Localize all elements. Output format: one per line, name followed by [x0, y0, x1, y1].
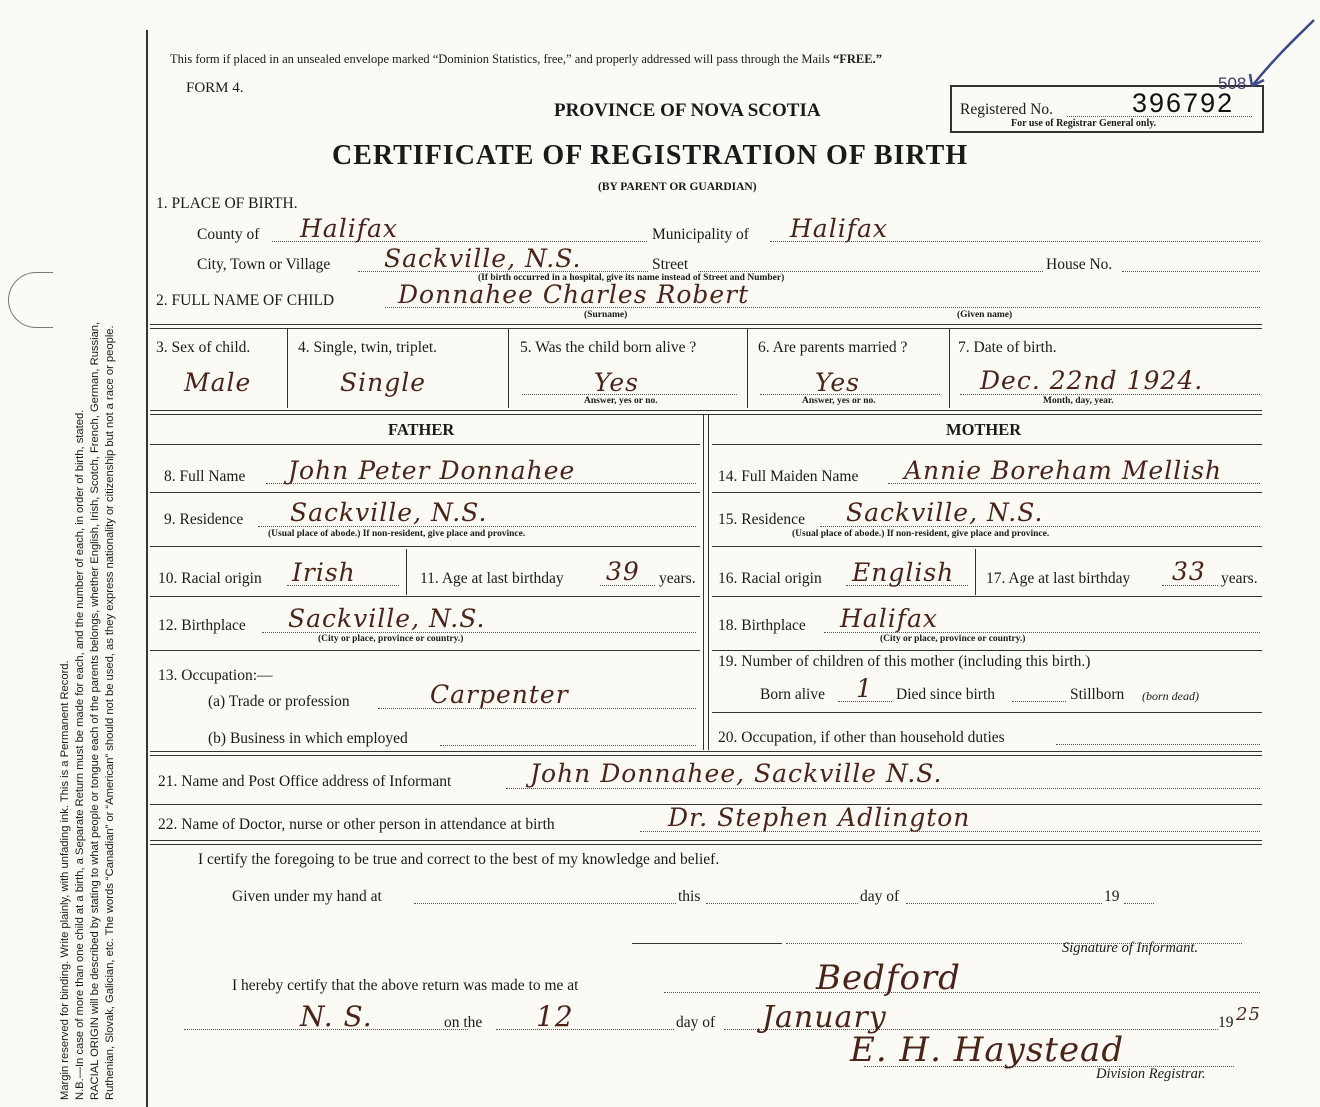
- father-residence-value: Sackville, N.S.: [290, 498, 488, 527]
- father-age-label: 11. Age at last birthday: [420, 570, 564, 587]
- parents-married-label: 6. Are parents married ?: [758, 339, 908, 356]
- mother-age-label: 17. Age at last birthday: [986, 570, 1131, 587]
- mother-name-label: 14. Full Maiden Name: [718, 468, 859, 485]
- punch-hole: [8, 272, 53, 328]
- binding-margin-instructions: [58, 40, 148, 1100]
- mother-birthplace-label: 18. Birthplace: [718, 617, 806, 634]
- mother-name-value: Annie Boreham Mellish: [904, 456, 1223, 485]
- doctor-value: Dr. Stephen Adlington: [668, 803, 971, 832]
- mother-birthplace-caption: (City or place, province or country.): [880, 634, 1026, 644]
- registration-day: 12: [536, 1000, 574, 1033]
- doctor-label: 22. Name of Doctor, nurse or other person in attendance at birth: [158, 816, 555, 833]
- parents-married-caption: Answer, yes or no.: [802, 396, 876, 406]
- city-value: Sackville, N.S.: [384, 244, 582, 273]
- informant-value: John Donnahee, Sackville N.S.: [530, 759, 943, 788]
- mother-residence-caption: (Usual place of abode.) If non-resident, give place and province.: [792, 529, 1050, 539]
- mail-note-text: This form if placed in an unsealed envelope marked “Dominion Statistics, free,” and properly addressed will pass through the Mails: [170, 52, 834, 66]
- mother-racial-value: English: [852, 558, 955, 587]
- year-prefix-2: 19: [1218, 1014, 1234, 1031]
- parents-married-value: Yes: [815, 368, 860, 397]
- date-of-birth-value: Dec. 22nd 1924.: [980, 366, 1204, 395]
- hospital-note: (If birth occurred in a hospital, give its name instead of Street and Number): [478, 273, 785, 283]
- instruction-line: RACIAL ORIGIN will be described by stating to what people or tongue each of the parents belongs, whether English, Irish, Scotch, French, German, Russian,: [89, 321, 101, 1100]
- registrar-signature: E. H. Haystead: [850, 1030, 1125, 1070]
- informant-signature-caption: Signature of Informant.: [1062, 940, 1199, 956]
- check-mark-icon: [1228, 14, 1318, 94]
- registered-annotation: 508: [1218, 74, 1247, 93]
- mother-residence-value: Sackville, N.S.: [846, 498, 1044, 527]
- born-alive-label: 5. Was the child born alive ?: [520, 339, 697, 356]
- father-name-label: 8. Full Name: [164, 468, 246, 485]
- city-label: City, Town or Village: [197, 256, 331, 273]
- father-birthplace-caption: (City or place, province or country.): [318, 634, 464, 644]
- day-of-label-2: day of: [676, 1014, 716, 1031]
- registration-month: January: [762, 1000, 887, 1035]
- trade-label: (a) Trade or profession: [208, 693, 350, 710]
- registration-province: N. S.: [300, 1000, 373, 1033]
- place-of-birth-heading: 1. PLACE OF BIRTH.: [156, 195, 298, 212]
- street-label: Street: [652, 256, 689, 273]
- child-name-value: Donnahee Charles Robert: [398, 280, 750, 309]
- instruction-line: Ruthenian, Slovak, Galician, etc. The words “Canadian” or “American” should not be used, as they express nationality or citizenship but not a race or people.: [104, 325, 116, 1100]
- document-subtitle: (BY PARENT OR GUARDIAN): [598, 181, 757, 193]
- registrar-statement: I hereby certify that the above return was made to me at: [232, 977, 579, 994]
- registration-place: Bedford: [816, 958, 961, 998]
- died-since-birth-label: Died since birth: [896, 686, 996, 703]
- occupation-label: 13. Occupation:—: [158, 667, 273, 684]
- multiple-birth-label: 4. Single, twin, triplet.: [298, 339, 438, 356]
- father-age-value: 39: [606, 557, 640, 586]
- father-birthplace-value: Sackville, N.S.: [288, 604, 486, 633]
- form-number: FORM 4.: [186, 80, 244, 96]
- county-value: Halifax: [300, 214, 398, 243]
- mother-heading: MOTHER: [946, 420, 1022, 439]
- mother-racial-label: 16. Racial origin: [718, 570, 822, 587]
- province-heading: PROVINCE OF NOVA SCOTIA: [554, 100, 821, 121]
- given-under-hand-label: Given under my hand at: [232, 888, 382, 905]
- on-the-label: on the: [444, 1014, 483, 1031]
- registration-year: 25: [1236, 1004, 1261, 1025]
- informant-label: 21. Name and Post Office address of Informant: [158, 773, 452, 790]
- surname-caption: (Surname): [584, 310, 628, 320]
- father-years-label: years.: [659, 570, 696, 587]
- father-name-value: John Peter Donnahee: [288, 456, 576, 485]
- children-count-label: 19. Number of children of this mother (including this birth.): [718, 653, 1091, 670]
- mother-birthplace-value: Halifax: [840, 604, 938, 633]
- this-label: this: [678, 888, 701, 905]
- given-name-caption: (Given name): [957, 310, 1013, 320]
- born-alive-count-label: Born alive: [760, 686, 825, 703]
- municipality-label: Municipality of: [652, 226, 749, 243]
- sex-label: 3. Sex of child.: [156, 339, 251, 356]
- mother-years-label: years.: [1221, 570, 1258, 587]
- year-prefix: 19: [1104, 888, 1120, 905]
- father-birthplace-label: 12. Birthplace: [158, 617, 246, 634]
- document-title: CERTIFICATE OF REGISTRATION OF BIRTH: [332, 140, 969, 171]
- born-alive-value: Yes: [594, 368, 639, 397]
- multiple-birth-value: Single: [340, 368, 427, 397]
- instruction-line: N.B.—In case of more than one child at a birth, a Separate Return must be made for each, and the number of each, in order of birth, stated.: [74, 409, 86, 1100]
- house-number-label: House No.: [1046, 256, 1113, 273]
- registered-label: Registered No.: [960, 101, 1053, 118]
- mail-note: [170, 52, 882, 67]
- mother-residence-label: 15. Residence: [718, 511, 805, 528]
- division-registrar-caption: Division Registrar.: [1096, 1066, 1206, 1082]
- father-racial-value: Irish: [292, 558, 356, 587]
- trade-value: Carpenter: [430, 680, 569, 709]
- father-residence-label: 9. Residence: [164, 511, 244, 528]
- mother-occupation-label: 20. Occupation, if other than household duties: [718, 729, 1005, 746]
- day-of-label: day of: [860, 888, 900, 905]
- registrar-use-note: For use of Registrar General only.: [1011, 118, 1157, 129]
- mother-age-value: 33: [1172, 557, 1206, 586]
- date-of-birth-caption: Month, day, year.: [1043, 396, 1114, 406]
- municipality-value: Halifax: [790, 214, 888, 243]
- father-heading: FATHER: [388, 420, 455, 439]
- date-of-birth-label: 7. Date of birth.: [958, 339, 1057, 356]
- registered-number: 396792: [1132, 88, 1235, 118]
- born-alive-count-value: 1: [856, 674, 873, 703]
- sex-value: Male: [184, 368, 252, 397]
- instruction-line: Margin reserved for binding. Write plainly, with unfading ink. This is a Permanent Record.: [59, 660, 71, 1100]
- father-residence-caption: (Usual place of abode.) If non-resident, give place and province.: [268, 529, 526, 539]
- father-racial-label: 10. Racial origin: [158, 570, 262, 587]
- born-alive-caption: Answer, yes or no.: [584, 396, 658, 406]
- county-label: County of: [197, 226, 260, 243]
- mail-note-free: “FREE.”: [833, 52, 882, 66]
- stillborn-label: Stillborn: [1070, 686, 1125, 703]
- certify-statement: I certify the foregoing to be true and correct to the best of my knowledge and belief.: [198, 851, 720, 868]
- child-name-label: 2. FULL NAME OF CHILD: [156, 292, 335, 309]
- stillborn-note: (born dead): [1142, 689, 1199, 703]
- business-label: (b) Business in which employed: [208, 730, 408, 747]
